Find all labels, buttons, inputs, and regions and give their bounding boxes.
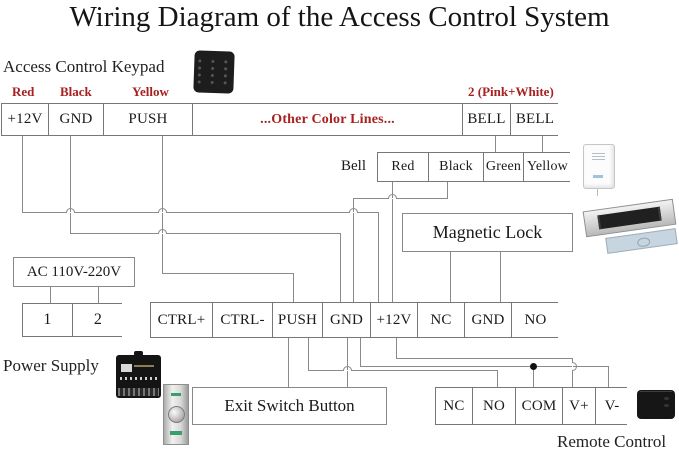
wire xyxy=(347,338,348,387)
exit-switch-box: Exit Switch Button xyxy=(192,387,387,425)
wire xyxy=(542,136,543,152)
controller-terminal-row xyxy=(150,302,558,338)
terminal-push: PUSH xyxy=(104,104,193,135)
bell-wire-red: Red xyxy=(378,153,429,181)
remote-button-icon xyxy=(664,404,669,407)
wire xyxy=(288,338,289,387)
other-color-lines-note: ...Other Color Lines... xyxy=(193,104,463,135)
wire xyxy=(308,338,309,371)
wire-hop xyxy=(158,208,167,213)
wire xyxy=(396,358,573,359)
wire-color-black-label: Black xyxy=(60,84,92,99)
wire-hop xyxy=(158,229,167,234)
terminal-12v-2: +12V xyxy=(371,303,418,337)
terminal-ctrl-plus: CTRL+ xyxy=(151,303,213,337)
terminal-bell-2: BELL xyxy=(511,104,559,135)
wire-junction-dot xyxy=(530,363,537,370)
remote-terminal-row xyxy=(435,387,627,425)
wire-hop xyxy=(343,366,352,371)
wire-hop xyxy=(66,208,75,213)
power-supply-label: Power Supply xyxy=(3,356,99,375)
wire-color-red-label: Red xyxy=(12,84,35,99)
remote-control-label: Remote Control xyxy=(557,432,667,451)
exit-button-text-mark xyxy=(171,393,181,396)
ac-terminal-2: 2 xyxy=(73,304,123,336)
wire xyxy=(22,212,379,213)
wire xyxy=(98,287,99,303)
doorbell-device-image xyxy=(583,144,615,189)
wire xyxy=(340,233,341,302)
wire xyxy=(70,136,71,233)
wire xyxy=(447,182,448,199)
terminal-gnd-3: GND xyxy=(465,303,512,337)
exit-button-text-mark xyxy=(170,431,182,435)
wire xyxy=(22,136,23,212)
wire xyxy=(162,273,294,274)
wire-color-pinkwhite-label: 2 (Pink+White) xyxy=(468,84,554,99)
page-title: Wiring Diagram of the Access Control System xyxy=(69,1,610,33)
ac-terminal-1: 1 xyxy=(23,304,73,336)
remote-terminal-no: NO xyxy=(473,388,516,424)
wire xyxy=(70,233,341,234)
ac-power-box: AC 110V-220V xyxy=(13,257,135,287)
wire xyxy=(392,182,393,302)
magnetic-lock-box: Magnetic Lock xyxy=(402,213,573,252)
wire-hop xyxy=(388,194,397,199)
keypad-buttons-icon xyxy=(198,59,231,84)
ac-terminal-row xyxy=(22,303,122,337)
terminal-no: NO xyxy=(512,303,559,337)
terminal-nc: NC xyxy=(418,303,465,337)
remote-button-icon xyxy=(664,397,669,400)
keypad-label: Access Control Keypad xyxy=(3,57,165,76)
remote-control-image xyxy=(637,390,675,419)
terminal-push-2: PUSH xyxy=(273,303,323,337)
wire xyxy=(353,198,448,199)
wire xyxy=(497,370,498,387)
bell-wire-green: Green xyxy=(484,153,524,181)
power-supply-image xyxy=(116,355,161,398)
wire xyxy=(293,273,294,302)
terminal-bell-1: BELL xyxy=(463,104,511,135)
doorbell-logo-icon xyxy=(593,175,603,178)
wire xyxy=(608,366,609,387)
wire xyxy=(353,198,354,302)
wire xyxy=(378,212,379,302)
remote-terminal-com: COM xyxy=(516,388,563,424)
wire xyxy=(500,252,501,302)
exit-button-circle-icon xyxy=(168,406,185,423)
terminal-ctrl-minus: CTRL- xyxy=(213,303,273,337)
terminal-gnd-2: GND xyxy=(323,303,371,337)
wire xyxy=(396,338,397,359)
bell-wire-row xyxy=(377,152,570,182)
keypad-device-image xyxy=(193,50,234,93)
bell-label: Bell xyxy=(341,158,366,174)
terminal-12v: +12V xyxy=(2,104,49,135)
wire xyxy=(360,338,361,367)
wire-hop xyxy=(572,362,577,371)
remote-terminal-vplus: V+ xyxy=(563,388,596,424)
wire xyxy=(50,287,51,303)
remote-terminal-nc: NC xyxy=(436,388,473,424)
wire-color-yellow-label: Yellow xyxy=(132,84,169,99)
wire xyxy=(450,252,451,302)
terminal-gnd: GND xyxy=(49,104,104,135)
bell-wire-black: Black xyxy=(429,153,484,181)
remote-terminal-vminus: V- xyxy=(596,388,628,424)
wire xyxy=(162,136,163,273)
wire-hop xyxy=(349,208,358,213)
bell-wire-yellow: Yellow xyxy=(524,153,571,181)
keypad-terminal-row xyxy=(1,103,558,136)
wire xyxy=(495,136,496,152)
wire xyxy=(308,370,498,371)
exit-button-image xyxy=(163,384,189,445)
